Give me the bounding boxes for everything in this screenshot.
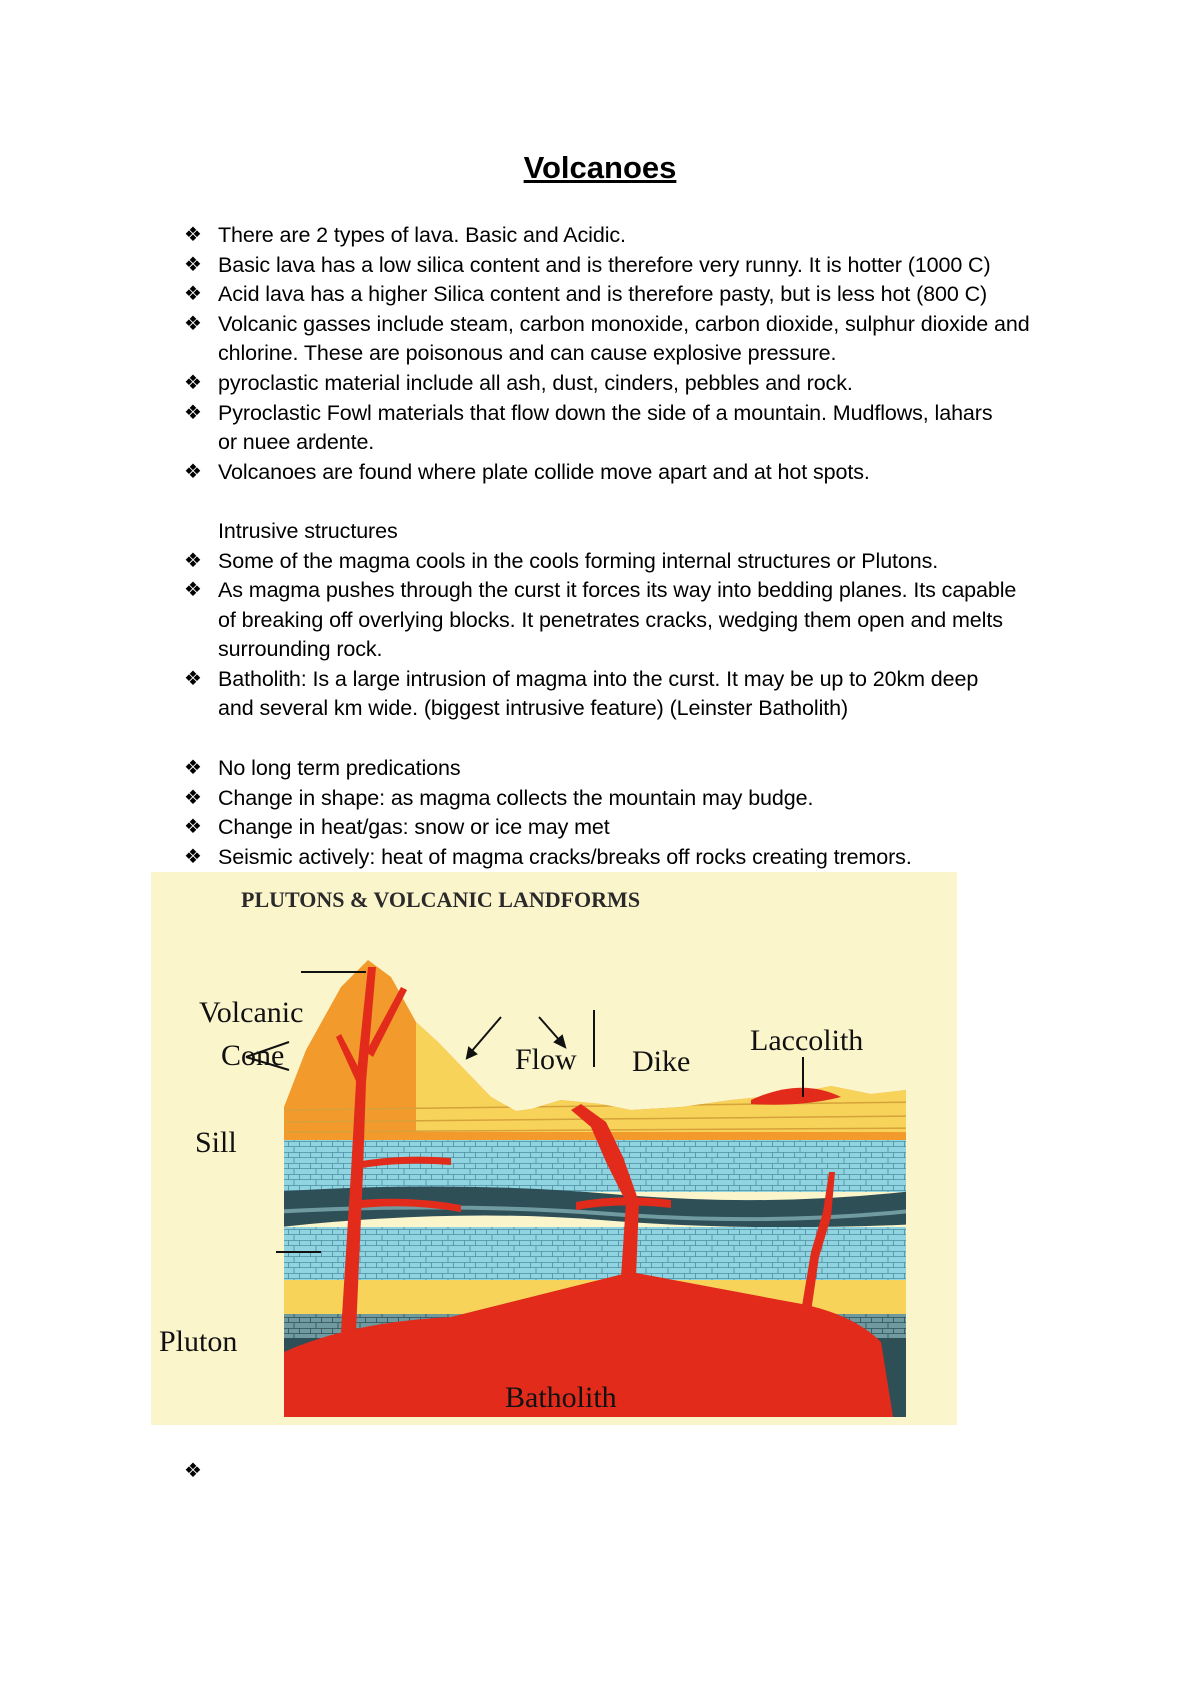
bullet-icon: ❖ [184, 283, 202, 305]
bullet-icon: ❖ [184, 816, 202, 838]
text-line: Change in shape: as magma collects the mountain may budge. [218, 786, 814, 810]
text-line: Basic lava has a low silica content and is therefore very runny. It is hotter (1000 C) [218, 253, 991, 277]
label-volcanic: Volcanic [199, 996, 304, 1029]
bullet-icon: ❖ [184, 846, 202, 868]
text-line: or nuee ardente. [218, 430, 375, 454]
text-line: Change in heat/gas: snow or ice may met [218, 815, 610, 839]
text-line: Acid lava has a higher Silica content and is therefore pasty, but is less hot (800 C) [218, 282, 988, 306]
bullet-icon: ❖ [184, 757, 202, 779]
text-line: Pyroclastic Fowl materials that flow down the side of a mountain. Mudflows, lahars [218, 401, 993, 425]
text-line: and several km wide. (biggest intrusive feature) (Leinster Batholith) [218, 696, 849, 720]
text-line: As magma pushes through the curst it forces its way into bedding planes. Its capable [218, 578, 1017, 602]
bullet-icon: ❖ [184, 461, 202, 483]
bullet-icon: ❖ [184, 224, 202, 246]
text-line: There are 2 types of lava. Basic and Acidic. [218, 223, 626, 247]
diagram-title: PLUTONS & VOLCANIC LANDFORMS [241, 887, 641, 912]
bullet-icon: ❖ [184, 579, 202, 601]
label-dike: Dike [632, 1045, 691, 1078]
text-line: chlorine. These are poisonous and can cause explosive pressure. [218, 341, 837, 365]
label-pluton: Pluton [159, 1325, 238, 1358]
label-flow: Flow [515, 1043, 577, 1076]
text-line: Seismic actively: heat of magma cracks/breaks off rocks creating tremors. [218, 845, 912, 869]
text-line: Batholith: Is a large intrusion of magma into the curst. It may be up to 20km deep [218, 667, 979, 691]
text-line: Volcanic gasses include steam, carbon monoxide, carbon dioxide, sulphur dioxide and [218, 312, 1030, 336]
label-laccolith: Laccolith [750, 1024, 864, 1057]
text-line: No long term predications [218, 756, 461, 780]
bullet-icon: ❖ [184, 787, 202, 809]
bullet-icon: ❖ [184, 1460, 202, 1482]
label-cone: Cone [221, 1039, 285, 1072]
text-line: of breaking off overlying blocks. It penetrates cracks, wedging them open and melts [218, 608, 1003, 632]
plutons-diagram [151, 872, 957, 1425]
label-batholith: Batholith [505, 1381, 617, 1414]
text-line: Volcanoes are found where plate collide move apart and at hot spots. [218, 460, 870, 484]
bullet-icon: ❖ [184, 402, 202, 424]
bullet-icon: ❖ [184, 372, 202, 394]
bullet-icon: ❖ [184, 313, 202, 335]
label-sill: Sill [195, 1126, 237, 1159]
bullet-icon: ❖ [184, 668, 202, 690]
page-title: Volcanoes [523, 150, 677, 185]
bullet-icon: ❖ [184, 254, 202, 276]
bullet-icon: ❖ [184, 550, 202, 572]
text-line: pyroclastic material include all ash, dust, cinders, pebbles and rock. [218, 371, 853, 395]
section-heading: Intrusive structures [218, 519, 398, 543]
text-line: Some of the magma cools in the cools forming internal structures or Plutons. [218, 549, 939, 573]
text-line: surrounding rock. [218, 637, 383, 661]
